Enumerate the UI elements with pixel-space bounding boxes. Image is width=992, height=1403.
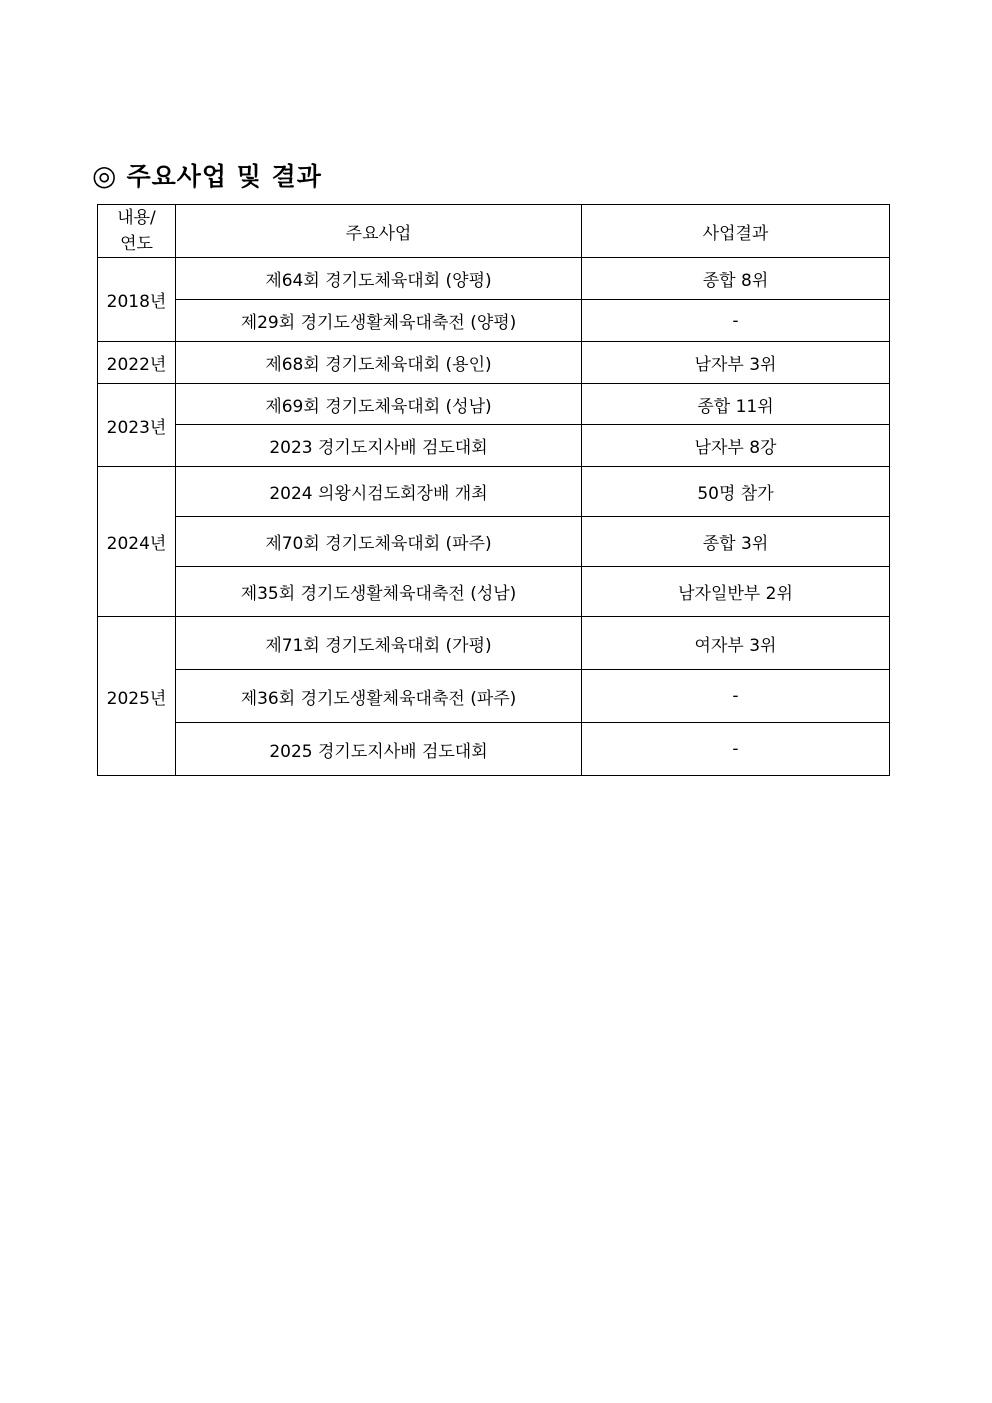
header-event: 주요사업 bbox=[176, 205, 582, 258]
event-cell: 제64회 경기도체육대회 (양평) bbox=[176, 258, 582, 300]
year-cell: 2025년 bbox=[98, 617, 176, 776]
result-cell: 50명 참가 bbox=[582, 467, 890, 517]
year-cell: 2022년 bbox=[98, 342, 176, 384]
table-row bbox=[98, 384, 890, 425]
year-cell: 2023년 bbox=[98, 384, 176, 467]
result-cell: - bbox=[582, 300, 890, 342]
results-table bbox=[97, 204, 890, 776]
table-row bbox=[98, 567, 890, 617]
section-title: 주요사업 및 결과 bbox=[126, 162, 322, 191]
event-cell: 제68회 경기도체육대회 (용인) bbox=[176, 342, 582, 384]
event-cell: 제35회 경기도생활체육대축전 (성남) bbox=[176, 567, 582, 617]
event-cell: 2025 경기도지사배 검도대회 bbox=[176, 723, 582, 776]
table-header-row bbox=[98, 205, 890, 258]
event-cell: 제36회 경기도생활체육대축전 (파주) bbox=[176, 670, 582, 723]
table-row bbox=[98, 425, 890, 467]
table-row bbox=[98, 258, 890, 300]
event-cell: 제70회 경기도체육대회 (파주) bbox=[176, 517, 582, 567]
event-cell: 2024 의왕시검도회장배 개최 bbox=[176, 467, 582, 517]
result-cell: - bbox=[582, 723, 890, 776]
header-result: 사업결과 bbox=[582, 205, 890, 258]
section-heading bbox=[92, 156, 322, 194]
result-cell: 남자부 8강 bbox=[582, 425, 890, 467]
event-cell: 제69회 경기도체육대회 (성남) bbox=[176, 384, 582, 425]
result-cell: 종합 8위 bbox=[582, 258, 890, 300]
table-row bbox=[98, 467, 890, 517]
year-cell: 2024년 bbox=[98, 467, 176, 617]
result-cell: 종합 3위 bbox=[582, 517, 890, 567]
result-cell: 종합 11위 bbox=[582, 384, 890, 425]
event-cell: 제29회 경기도생활체육대축전 (양평) bbox=[176, 300, 582, 342]
result-cell: 남자일반부 2위 bbox=[582, 567, 890, 617]
year-cell: 2018년 bbox=[98, 258, 176, 342]
table-row bbox=[98, 300, 890, 342]
table-row bbox=[98, 723, 890, 776]
table-row bbox=[98, 342, 890, 384]
event-cell: 2023 경기도지사배 검도대회 bbox=[176, 425, 582, 467]
event-cell: 제71회 경기도체육대회 (가평) bbox=[176, 617, 582, 670]
header-year-line1: 내용/ bbox=[117, 208, 156, 228]
header-year-line2: 연도 bbox=[120, 234, 153, 254]
double-circle-icon: ◎ bbox=[92, 158, 117, 192]
table-row bbox=[98, 617, 890, 670]
result-cell: 여자부 3위 bbox=[582, 617, 890, 670]
result-cell: 남자부 3위 bbox=[582, 342, 890, 384]
table-row bbox=[98, 670, 890, 723]
table-row bbox=[98, 517, 890, 567]
header-year bbox=[98, 205, 176, 258]
result-cell: - bbox=[582, 670, 890, 723]
